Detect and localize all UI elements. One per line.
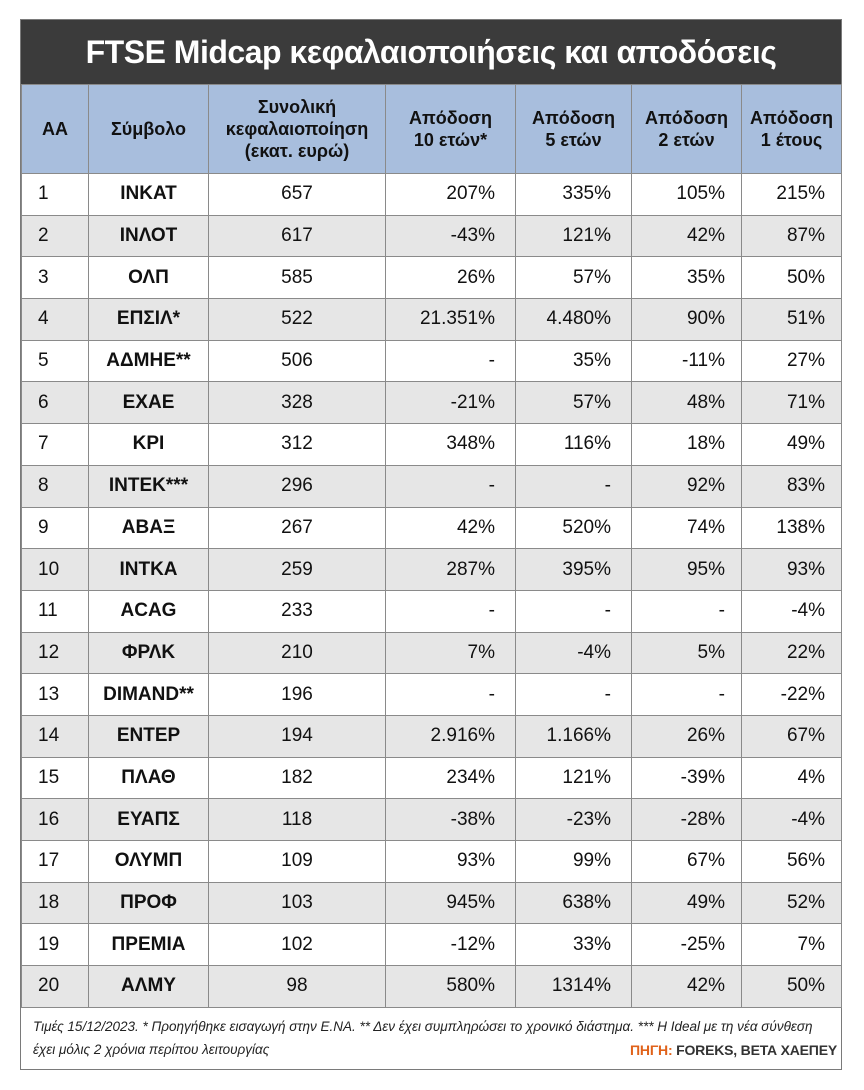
cell-return-1y: 7% — [742, 924, 842, 966]
header-aa: ΑΑ — [22, 85, 89, 174]
table-row — [22, 215, 842, 257]
cell-capitalization: 657 — [209, 174, 386, 216]
table-row — [22, 299, 842, 341]
cell-symbol: ΕΠΣΙΛ* — [89, 299, 209, 341]
cell-symbol: ΑΒΑΞ — [89, 507, 209, 549]
cell-return-1y: 71% — [742, 382, 842, 424]
cell-return-2y: 67% — [632, 841, 742, 883]
cell-aa: 8 — [22, 465, 89, 507]
cell-return-2y: 5% — [632, 632, 742, 674]
table-row — [22, 174, 842, 216]
cell-aa: 9 — [22, 507, 89, 549]
cell-symbol: ΙΝΚΑΤ — [89, 174, 209, 216]
header-capitalization — [209, 85, 386, 174]
cell-return-2y: 74% — [632, 507, 742, 549]
cell-aa: 4 — [22, 299, 89, 341]
table-row — [22, 549, 842, 591]
header-r5-line1: Απόδοση — [532, 108, 615, 128]
cell-symbol: ΠΡΟΦ — [89, 882, 209, 924]
footnote: Τιμές 15/12/2023. * Προηγήθηκε εισαγωγή στην Ε.ΝΑ. ** Δεν έχει συμπληρώσει το χρονικό διάστημα. *** Η Ideal με τη νέα σύνθεση έχει μόλις 2 χρόνια περίπου λειτουργίας — [33, 1019, 813, 1057]
cell-capitalization: 118 — [209, 799, 386, 841]
cell-symbol: DIMAND** — [89, 674, 209, 716]
cell-return-5y: 121% — [516, 215, 632, 257]
cell-aa: 15 — [22, 757, 89, 799]
cell-symbol: ΟΛΥΜΠ — [89, 841, 209, 883]
cell-return-2y: 42% — [632, 215, 742, 257]
table-row — [22, 799, 842, 841]
cell-capitalization: 109 — [209, 841, 386, 883]
source-text: FOREKS, ΒΕΤΑ ΧΑΕΠΕΥ — [676, 1042, 837, 1058]
cell-return-5y: 35% — [516, 340, 632, 382]
cell-return-5y: 121% — [516, 757, 632, 799]
cell-return-1y: 4% — [742, 757, 842, 799]
cell-capitalization: 98 — [209, 966, 386, 1008]
cell-return-2y: -39% — [632, 757, 742, 799]
cell-return-10y: 7% — [386, 632, 516, 674]
cell-return-5y: 1314% — [516, 966, 632, 1008]
source-label: ΠΗΓΗ: — [630, 1042, 673, 1058]
table-row — [22, 340, 842, 382]
cell-return-5y: 395% — [516, 549, 632, 591]
cell-capitalization: 196 — [209, 674, 386, 716]
cell-return-2y: 18% — [632, 424, 742, 466]
cell-return-10y: - — [386, 590, 516, 632]
cell-return-10y: 207% — [386, 174, 516, 216]
cell-return-1y: 51% — [742, 299, 842, 341]
header-symbol: Σύμβολο — [89, 85, 209, 174]
midcap-table — [21, 84, 842, 1008]
cell-return-1y: 50% — [742, 966, 842, 1008]
table-row — [22, 382, 842, 424]
cell-return-2y: - — [632, 590, 742, 632]
table-title: FTSE Midcap κεφαλαιοποιήσεις και αποδόσεις — [21, 20, 841, 84]
cell-capitalization: 233 — [209, 590, 386, 632]
cell-return-1y: 67% — [742, 715, 842, 757]
header-cap-line1: Συνολική — [257, 97, 337, 117]
cell-return-2y: 95% — [632, 549, 742, 591]
cell-symbol: ΕΧΑΕ — [89, 382, 209, 424]
cell-return-2y: 35% — [632, 257, 742, 299]
table-row — [22, 715, 842, 757]
cell-return-5y: -4% — [516, 632, 632, 674]
cell-symbol: ΚΡΙ — [89, 424, 209, 466]
cell-return-5y: -23% — [516, 799, 632, 841]
cell-return-2y: 49% — [632, 882, 742, 924]
table-row — [22, 757, 842, 799]
cell-capitalization: 585 — [209, 257, 386, 299]
cell-return-2y: -25% — [632, 924, 742, 966]
cell-capitalization: 617 — [209, 215, 386, 257]
cell-symbol: ΑΔΜΗΕ** — [89, 340, 209, 382]
cell-return-10y: -38% — [386, 799, 516, 841]
cell-aa: 3 — [22, 257, 89, 299]
cell-aa: 11 — [22, 590, 89, 632]
cell-return-2y: 42% — [632, 966, 742, 1008]
cell-return-10y: 348% — [386, 424, 516, 466]
cell-symbol: ACAG — [89, 590, 209, 632]
header-r2-line2: 2 ετών — [658, 130, 715, 150]
cell-aa: 2 — [22, 215, 89, 257]
cell-return-1y: 50% — [742, 257, 842, 299]
cell-return-2y: 26% — [632, 715, 742, 757]
cell-return-2y: 105% — [632, 174, 742, 216]
cell-return-2y: 48% — [632, 382, 742, 424]
source-credit — [630, 1039, 837, 1062]
cell-aa: 18 — [22, 882, 89, 924]
cell-return-1y: 56% — [742, 841, 842, 883]
header-r10-line1: Απόδοση — [409, 108, 492, 128]
header-return-1y — [742, 85, 842, 174]
table-row — [22, 924, 842, 966]
cell-return-1y: 22% — [742, 632, 842, 674]
cell-aa: 10 — [22, 549, 89, 591]
cell-capitalization: 182 — [209, 757, 386, 799]
cell-return-10y: - — [386, 340, 516, 382]
cell-return-10y: 945% — [386, 882, 516, 924]
table-row — [22, 674, 842, 716]
header-r1-line1: Απόδοση — [750, 108, 833, 128]
cell-capitalization: 522 — [209, 299, 386, 341]
cell-aa: 7 — [22, 424, 89, 466]
cell-aa: 6 — [22, 382, 89, 424]
cell-return-1y: 87% — [742, 215, 842, 257]
cell-aa: 12 — [22, 632, 89, 674]
cell-symbol: ΙΝΛΟΤ — [89, 215, 209, 257]
table-row — [22, 424, 842, 466]
cell-return-1y: 27% — [742, 340, 842, 382]
cell-symbol: ΠΡΕΜΙΑ — [89, 924, 209, 966]
cell-aa: 13 — [22, 674, 89, 716]
table-row — [22, 632, 842, 674]
cell-return-10y: 287% — [386, 549, 516, 591]
header-cap-line2: κεφαλαιοποίηση — [225, 119, 369, 139]
cell-return-1y: -4% — [742, 799, 842, 841]
cell-return-5y: 4.480% — [516, 299, 632, 341]
cell-return-2y: - — [632, 674, 742, 716]
header-return-2y — [632, 85, 742, 174]
cell-return-5y: 57% — [516, 257, 632, 299]
table-row — [22, 507, 842, 549]
cell-aa: 14 — [22, 715, 89, 757]
cell-return-10y: -43% — [386, 215, 516, 257]
cell-symbol: ΙΝΤΚΑ — [89, 549, 209, 591]
header-r5-line2: 5 ετών — [545, 130, 602, 150]
cell-return-2y: -11% — [632, 340, 742, 382]
cell-return-10y: 26% — [386, 257, 516, 299]
cell-symbol: ΦΡΛΚ — [89, 632, 209, 674]
cell-return-2y: 90% — [632, 299, 742, 341]
cell-return-5y: 1.166% — [516, 715, 632, 757]
cell-capitalization: 506 — [209, 340, 386, 382]
cell-capitalization: 312 — [209, 424, 386, 466]
cell-return-5y: 33% — [516, 924, 632, 966]
cell-return-10y: 42% — [386, 507, 516, 549]
cell-return-10y: -12% — [386, 924, 516, 966]
header-return-10y — [386, 85, 516, 174]
table-row — [22, 465, 842, 507]
cell-return-10y: - — [386, 674, 516, 716]
cell-return-1y: 49% — [742, 424, 842, 466]
cell-return-10y: 580% — [386, 966, 516, 1008]
cell-capitalization: 259 — [209, 549, 386, 591]
cell-return-5y: 116% — [516, 424, 632, 466]
table-row — [22, 257, 842, 299]
cell-symbol: ΑΛΜΥ — [89, 966, 209, 1008]
cell-symbol: ΟΛΠ — [89, 257, 209, 299]
table-card — [20, 19, 842, 1070]
header-r10-line2: 10 ετών* — [413, 130, 488, 150]
cell-return-5y: 99% — [516, 841, 632, 883]
cell-return-1y: -22% — [742, 674, 842, 716]
cell-return-5y: - — [516, 590, 632, 632]
cell-capitalization: 296 — [209, 465, 386, 507]
cell-symbol: ΕΥΑΠΣ — [89, 799, 209, 841]
cell-return-1y: 215% — [742, 174, 842, 216]
cell-return-5y: 638% — [516, 882, 632, 924]
cell-symbol: ΠΛΑΘ — [89, 757, 209, 799]
table-body — [22, 174, 842, 1008]
header-r1-line2: 1 έτους — [760, 130, 823, 150]
cell-capitalization: 102 — [209, 924, 386, 966]
cell-return-5y: 335% — [516, 174, 632, 216]
cell-return-1y: -4% — [742, 590, 842, 632]
cell-capitalization: 267 — [209, 507, 386, 549]
cell-return-5y: 520% — [516, 507, 632, 549]
cell-return-10y: 2.916% — [386, 715, 516, 757]
cell-aa: 17 — [22, 841, 89, 883]
cell-symbol: ΕΝΤΕΡ — [89, 715, 209, 757]
cell-return-1y: 52% — [742, 882, 842, 924]
cell-return-1y: 83% — [742, 465, 842, 507]
cell-return-10y: - — [386, 465, 516, 507]
cell-return-2y: -28% — [632, 799, 742, 841]
table-row — [22, 841, 842, 883]
cell-return-2y: 92% — [632, 465, 742, 507]
cell-capitalization: 328 — [209, 382, 386, 424]
table-row — [22, 882, 842, 924]
cell-return-10y: 234% — [386, 757, 516, 799]
table-footer — [21, 1008, 841, 1070]
cell-return-10y: 93% — [386, 841, 516, 883]
header-return-5y — [516, 85, 632, 174]
cell-capitalization: 103 — [209, 882, 386, 924]
table-row — [22, 966, 842, 1008]
cell-return-5y: - — [516, 465, 632, 507]
cell-return-1y: 93% — [742, 549, 842, 591]
cell-aa: 20 — [22, 966, 89, 1008]
cell-capitalization: 210 — [209, 632, 386, 674]
cell-aa: 16 — [22, 799, 89, 841]
cell-aa: 19 — [22, 924, 89, 966]
cell-symbol: ΙΝΤΕΚ*** — [89, 465, 209, 507]
cell-return-10y: -21% — [386, 382, 516, 424]
cell-return-5y: - — [516, 674, 632, 716]
cell-return-10y: 21.351% — [386, 299, 516, 341]
cell-return-1y: 138% — [742, 507, 842, 549]
header-r2-line1: Απόδοση — [645, 108, 728, 128]
cell-return-5y: 57% — [516, 382, 632, 424]
header-row — [22, 85, 842, 174]
cell-aa: 1 — [22, 174, 89, 216]
cell-capitalization: 194 — [209, 715, 386, 757]
header-cap-line3: (εκατ. ευρώ) — [244, 141, 350, 161]
table-row — [22, 590, 842, 632]
cell-aa: 5 — [22, 340, 89, 382]
